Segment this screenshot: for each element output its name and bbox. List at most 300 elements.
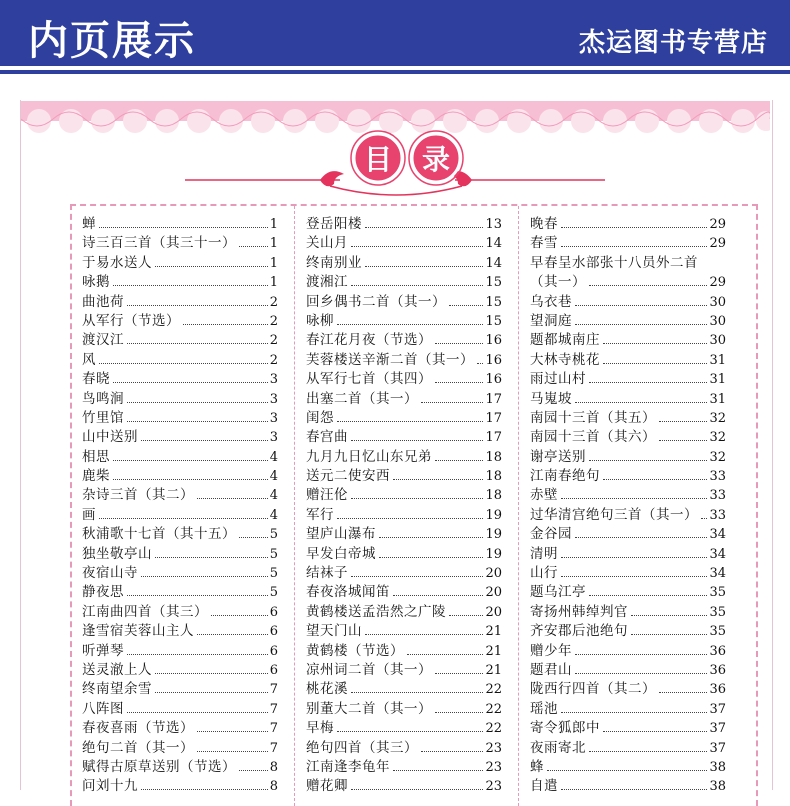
toc-entry — [530, 619, 726, 638]
toc-entry-title: 江南曲四首（其三） — [82, 603, 208, 620]
header-banner — [0, 0, 790, 66]
dot-leader — [449, 305, 483, 306]
toc-entry — [306, 445, 502, 464]
toc-entry-page: 17 — [485, 430, 502, 446]
toc-entry-page: 7 — [269, 682, 278, 698]
toc-entry — [82, 716, 278, 735]
toc-entry-title: 咏鹅 — [82, 274, 110, 291]
toc-entry-page: 3 — [269, 391, 278, 407]
toc-entry-page: 6 — [269, 604, 278, 620]
toc-entry — [82, 677, 278, 696]
toc-column-2 — [306, 212, 502, 794]
toc-entry-title: 蝉 — [82, 216, 96, 232]
toc-entry-title: 寄扬州韩绰判官 — [530, 603, 628, 620]
toc-entry-title: 陇西行四首（其二） — [530, 681, 656, 698]
toc-entry — [530, 348, 726, 367]
toc-entry-title: 题都城南庄 — [530, 332, 600, 349]
toc-entry-title: 黄鹤楼送孟浩然之广陵 — [306, 603, 446, 620]
toc-entry-page: 1 — [269, 255, 278, 271]
dot-leader — [561, 227, 707, 228]
toc-entry-title: 乌衣巷 — [530, 293, 572, 310]
toc-entry — [82, 251, 278, 270]
toc-entry — [306, 328, 502, 347]
toc-entry-title: 绝句四首（其三） — [306, 739, 418, 756]
dot-leader — [337, 518, 483, 519]
toc-entry-title: 赤壁 — [530, 487, 558, 504]
dot-leader — [155, 692, 268, 693]
toc-entry-title: 渡湘江 — [306, 274, 348, 291]
toc-entry-title: 终南别业 — [306, 254, 362, 271]
toc-entry — [530, 658, 726, 677]
toc-entry-title: 风 — [82, 351, 96, 368]
toc-entry-title: 从军行七首（其四） — [306, 371, 432, 388]
toc-entry — [530, 503, 726, 522]
toc-entry-page: 34 — [709, 546, 726, 562]
toc-entry — [306, 561, 502, 580]
toc-entry-title: 曲池荷 — [82, 293, 124, 310]
toc-entry-title: 黄鹤楼（节选） — [306, 642, 404, 659]
toc-entry — [82, 522, 278, 541]
toc-entry-title: 竹里馆 — [82, 409, 124, 426]
dot-leader — [589, 460, 707, 461]
toc-entry-page: 5 — [269, 546, 278, 562]
toc-entry-page: 35 — [709, 624, 726, 640]
dot-leader — [99, 518, 268, 519]
toc-entry-title: 望洞庭 — [530, 312, 572, 329]
toc-entry — [306, 503, 502, 522]
toc-entry-page: 21 — [485, 662, 502, 678]
dot-leader — [547, 770, 707, 771]
dot-leader — [421, 751, 483, 752]
toc-entry-page: 19 — [485, 546, 502, 562]
toc-entry-page: 29 — [709, 275, 726, 291]
toc-entry-page: 22 — [485, 701, 502, 717]
toc-entry — [82, 367, 278, 386]
toc-entry-page: 32 — [709, 430, 726, 446]
dot-leader — [127, 654, 268, 655]
toc-entry-title: 春夜洛城闻笛 — [306, 584, 390, 601]
pink-decorative-border — [21, 101, 770, 133]
toc-entry — [82, 619, 278, 638]
toc-entry-page: 38 — [709, 779, 726, 795]
toc-entry-page: 36 — [709, 643, 726, 659]
toc-entry-page: 23 — [485, 740, 502, 756]
toc-entry-page: 21 — [485, 624, 502, 640]
toc-entry — [306, 348, 502, 367]
toc-entry — [530, 755, 726, 774]
toc-entry — [306, 406, 502, 425]
toc-entry-page: 3 — [269, 410, 278, 426]
toc-entry-title: 南园十三首（其五） — [530, 409, 656, 426]
dot-leader — [589, 382, 707, 383]
toc-entry-page: 1 — [269, 236, 278, 252]
dot-leader — [421, 402, 483, 403]
dot-leader — [127, 421, 268, 422]
toc-entry-title: 江南春绝句 — [530, 468, 600, 485]
toc-entry-title: 赠花卿 — [306, 778, 348, 795]
toc-entry-title: 听弹琴 — [82, 642, 124, 659]
toc-entry — [530, 290, 726, 309]
toc-entry — [530, 309, 726, 328]
toc-entry — [82, 290, 278, 309]
dot-leader — [365, 634, 483, 635]
toc-entry-title: 谢亭送别 — [530, 448, 586, 465]
toc-entry-title: 早发白帝城 — [306, 545, 376, 562]
toc-entry-title: 过华清宫绝句三首（其一） — [530, 506, 698, 523]
toc-entry-page: 37 — [709, 721, 726, 737]
toc-entry — [82, 697, 278, 716]
toc-entry — [530, 425, 726, 444]
toc-entry-page: 18 — [485, 449, 502, 465]
toc-entry-title: 赋得古原草送别（节选） — [82, 758, 236, 775]
toc-entry — [82, 774, 278, 793]
toc-entry-title: 画 — [82, 506, 96, 523]
toc-entry-page: 17 — [485, 391, 502, 407]
toc-entry — [82, 328, 278, 347]
toc-entry-title: 回乡偶书二首（其一） — [306, 293, 446, 310]
toc-entry-page: 22 — [485, 721, 502, 737]
toc-entry — [530, 406, 726, 425]
toc-entry — [306, 290, 502, 309]
toc-entry — [530, 697, 726, 716]
toc-entry — [306, 367, 502, 386]
toc-entry — [530, 639, 726, 658]
toc-entry-title: 马嵬坡 — [530, 390, 572, 407]
toc-entry — [530, 231, 726, 250]
dot-leader — [351, 692, 483, 693]
toc-entry-page: 22 — [485, 682, 502, 698]
toc-entry-title: 鹿柴 — [82, 468, 110, 485]
dot-leader — [365, 266, 483, 267]
toc-entry — [530, 522, 726, 541]
dot-leader — [603, 343, 707, 344]
dot-leader — [589, 751, 707, 752]
dot-leader — [575, 654, 707, 655]
toc-entry-title: 寄令狐郎中 — [530, 720, 600, 737]
toc-entry-page: 4 — [269, 507, 278, 523]
toc-entry-page: 20 — [485, 566, 502, 582]
toc-entry-page: 36 — [709, 682, 726, 698]
dot-leader — [127, 595, 268, 596]
toc-entry-page: 23 — [485, 759, 502, 775]
toc-entry-title: 自遣 — [530, 778, 558, 795]
toc-entry-page: 31 — [709, 372, 726, 388]
dot-leader — [561, 712, 707, 713]
toc-entry-page: 18 — [485, 488, 502, 504]
dot-leader — [365, 227, 483, 228]
toc-entry — [530, 270, 726, 289]
toc-entry — [82, 406, 278, 425]
toc-entry-page: 3 — [269, 430, 278, 446]
column-divider — [518, 206, 519, 806]
dot-leader — [197, 634, 268, 635]
column-divider — [294, 206, 295, 806]
toc-entry-page: 19 — [485, 507, 502, 523]
dot-leader — [141, 576, 268, 577]
toc-entry — [82, 387, 278, 406]
toc-entry — [306, 639, 502, 658]
toc-entry-title: 关山月 — [306, 235, 348, 252]
toc-entry-title: 桃花溪 — [306, 681, 348, 698]
toc-entry-title: 山行 — [530, 565, 558, 582]
toc-entry-page: 19 — [485, 527, 502, 543]
toc-entry-title: 晚春 — [530, 216, 558, 232]
toc-entry-page: 7 — [269, 721, 278, 737]
dot-leader — [561, 576, 707, 577]
toc-entry-page: 18 — [485, 469, 502, 485]
toc-title-char-1: 目 — [363, 143, 393, 176]
toc-entry — [306, 270, 502, 289]
toc-entry-page: 15 — [485, 275, 502, 291]
dot-leader — [701, 518, 707, 519]
toc-entry — [306, 716, 502, 735]
toc-entry-title: 春宫曲 — [306, 429, 348, 446]
toc-entry — [82, 445, 278, 464]
toc-entry-title: 咏柳 — [306, 312, 334, 329]
dot-leader — [435, 712, 483, 713]
toc-entry — [306, 697, 502, 716]
toc-entry-page: 6 — [269, 624, 278, 640]
dot-leader — [197, 731, 268, 732]
toc-entry-title: 春雪 — [530, 235, 558, 252]
dot-leader — [127, 343, 268, 344]
toc-entry-page: 14 — [485, 255, 502, 271]
dot-leader — [575, 673, 707, 674]
toc-entry-page: 3 — [269, 372, 278, 388]
dot-leader — [575, 305, 707, 306]
toc-entry-title: 九月九日忆山东兄弟 — [306, 448, 432, 465]
dot-leader — [197, 498, 268, 499]
toc-entry — [306, 212, 502, 231]
dot-leader — [631, 634, 707, 635]
toc-entry — [306, 522, 502, 541]
dot-leader — [113, 460, 268, 461]
dot-leader — [449, 615, 483, 616]
toc-entry — [306, 736, 502, 755]
toc-entry-title: 逢雪宿芙蓉山主人 — [82, 623, 194, 640]
dot-leader — [659, 421, 707, 422]
toc-entry-page: 5 — [269, 527, 278, 543]
toc-entry-title: 别董大二首（其一） — [306, 700, 432, 717]
toc-entry-page: 5 — [269, 585, 278, 601]
toc-entry-page: 30 — [709, 313, 726, 329]
toc-entry — [306, 580, 502, 599]
dot-leader — [351, 246, 483, 247]
dot-leader — [561, 246, 707, 247]
toc-entry — [530, 774, 726, 793]
dot-leader — [127, 305, 268, 306]
toc-entry-page: 34 — [709, 566, 726, 582]
dot-leader — [351, 498, 483, 499]
toc-entry-page: 5 — [269, 566, 278, 582]
toc-entry — [530, 251, 726, 270]
toc-entry-page: 36 — [709, 662, 726, 678]
toc-entry-page: 16 — [485, 352, 502, 368]
toc-entry-title: 鸟鸣涧 — [82, 390, 124, 407]
toc-entry — [530, 561, 726, 580]
dot-leader — [589, 285, 707, 286]
toc-entry — [306, 464, 502, 483]
toc-entry — [530, 542, 726, 561]
toc-entry — [82, 348, 278, 367]
toc-entry — [306, 542, 502, 561]
toc-entry-title: 芙蓉楼送辛渐二首（其一） — [306, 351, 474, 368]
dot-leader — [211, 615, 268, 616]
dot-leader — [155, 266, 268, 267]
toc-entry-title: 金谷园 — [530, 526, 572, 543]
toc-entry — [530, 483, 726, 502]
dot-leader — [337, 324, 483, 325]
toc-entry-page: 16 — [485, 372, 502, 388]
banner-title: 内页展示 — [28, 18, 196, 64]
dot-leader — [113, 382, 268, 383]
dot-leader — [239, 770, 268, 771]
toc-entry-title: 八阵图 — [82, 700, 124, 717]
toc-entry-page: 16 — [485, 333, 502, 349]
dot-leader — [379, 557, 483, 558]
toc-entry-page: 23 — [485, 779, 502, 795]
dot-leader — [603, 363, 707, 364]
toc-entry-page: 29 — [709, 217, 726, 232]
toc-entry-title: 杂诗三首（其二） — [82, 487, 194, 504]
toc-entry-page: 13 — [485, 217, 502, 232]
toc-entry-title: （其一） — [530, 274, 586, 291]
toc-entry-title: 登岳阳楼 — [306, 216, 362, 232]
toc-entry-title: 清明 — [530, 545, 558, 562]
dot-leader — [113, 479, 268, 480]
toc-entry — [306, 774, 502, 793]
dot-leader — [407, 654, 483, 655]
toc-entry — [530, 387, 726, 406]
toc-entry-page: 1 — [269, 275, 278, 291]
toc-entry-title: 赠少年 — [530, 642, 572, 659]
toc-entry-page: 32 — [709, 410, 726, 426]
dot-leader — [337, 421, 483, 422]
toc-entry-title: 出塞二首（其一） — [306, 390, 418, 407]
toc-entry — [530, 600, 726, 619]
toc-entry — [530, 677, 726, 696]
toc-entry — [306, 251, 502, 270]
dot-leader — [155, 557, 268, 558]
dot-leader — [155, 673, 268, 674]
toc-entry-page: 32 — [709, 449, 726, 465]
toc-entry-page: 33 — [709, 507, 726, 523]
toc-entry-page: 6 — [269, 643, 278, 659]
toc-entry-page: 37 — [709, 701, 726, 717]
toc-entry-page: 15 — [485, 294, 502, 310]
toc-entry — [82, 755, 278, 774]
toc-entry-page: 1 — [269, 217, 278, 232]
toc-entry — [306, 677, 502, 696]
toc-entry-title: 于易水送人 — [82, 254, 152, 271]
toc-entry-page: 20 — [485, 585, 502, 601]
toc-entry-title: 军行 — [306, 506, 334, 523]
toc-entry — [530, 736, 726, 755]
toc-entry-title: 结袜子 — [306, 565, 348, 582]
toc-entry — [82, 483, 278, 502]
toc-entry-page: 35 — [709, 585, 726, 601]
toc-entry-page: 31 — [709, 391, 726, 407]
dot-leader — [127, 712, 268, 713]
toc-entry — [82, 503, 278, 522]
dot-leader — [141, 440, 268, 441]
toc-entry-title: 江南逢李龟年 — [306, 758, 390, 775]
toc-entry — [306, 658, 502, 677]
toc-column-3 — [530, 212, 726, 794]
toc-entry-title: 凉州词二首（其一） — [306, 661, 432, 678]
dot-leader — [239, 246, 268, 247]
toc-entry-page: 2 — [269, 313, 278, 329]
toc-entry-title: 早春呈水部张十八员外二首 — [530, 254, 698, 271]
dot-leader — [239, 537, 268, 538]
toc-title-block — [0, 130, 790, 200]
toc-entry-page: 2 — [269, 294, 278, 310]
dot-leader — [351, 440, 483, 441]
toc-entry-page: 4 — [269, 449, 278, 465]
toc-entry-title: 望庐山瀑布 — [306, 526, 376, 543]
toc-entry — [530, 716, 726, 735]
toc-entry-title: 南园十三首（其六） — [530, 429, 656, 446]
dot-leader — [435, 673, 483, 674]
toc-entry — [82, 736, 278, 755]
toc-entry — [82, 231, 278, 250]
dot-leader — [435, 382, 483, 383]
dot-leader — [99, 363, 268, 364]
dot-leader — [575, 402, 707, 403]
toc-entry — [530, 580, 726, 599]
toc-entry-title: 春江花月夜（节选） — [306, 332, 432, 349]
toc-entry — [306, 483, 502, 502]
toc-entry-page: 30 — [709, 333, 726, 349]
dot-leader — [659, 692, 707, 693]
dot-leader — [197, 751, 268, 752]
toc-entry — [82, 464, 278, 483]
dot-leader — [351, 285, 483, 286]
title-ornament — [0, 130, 790, 200]
toc-entry-title: 送元二使安西 — [306, 468, 390, 485]
toc-entry — [306, 231, 502, 250]
toc-entry — [306, 600, 502, 619]
toc-entry-title: 齐安郡后池绝句 — [530, 623, 628, 640]
toc-entry-page: 8 — [269, 759, 278, 775]
toc-entry-title: 赠汪伦 — [306, 487, 348, 504]
toc-entry — [530, 464, 726, 483]
dot-leader — [393, 479, 483, 480]
dot-leader — [589, 595, 707, 596]
toc-entry — [82, 600, 278, 619]
toc-entry-title: 送灵澈上人 — [82, 661, 152, 678]
dot-leader — [113, 285, 268, 286]
dot-leader — [99, 227, 268, 228]
toc-entry-page: 6 — [269, 662, 278, 678]
toc-entry-page: 20 — [485, 604, 502, 620]
toc-entry-title: 终南望余雪 — [82, 681, 152, 698]
toc-entry-title: 春晓 — [82, 371, 110, 388]
dot-leader — [659, 440, 707, 441]
toc-entry-page: 15 — [485, 313, 502, 329]
toc-entry-page: 7 — [269, 701, 278, 717]
toc-entry — [82, 212, 278, 231]
toc-entry-title: 题乌江亭 — [530, 584, 586, 601]
toc-entry — [306, 387, 502, 406]
dot-leader — [603, 479, 707, 480]
toc-entry — [530, 328, 726, 347]
dot-leader — [435, 343, 483, 344]
toc-entry-title: 相思 — [82, 448, 110, 465]
toc-entry — [82, 542, 278, 561]
toc-entry-page: 21 — [485, 643, 502, 659]
toc-entry — [82, 658, 278, 677]
